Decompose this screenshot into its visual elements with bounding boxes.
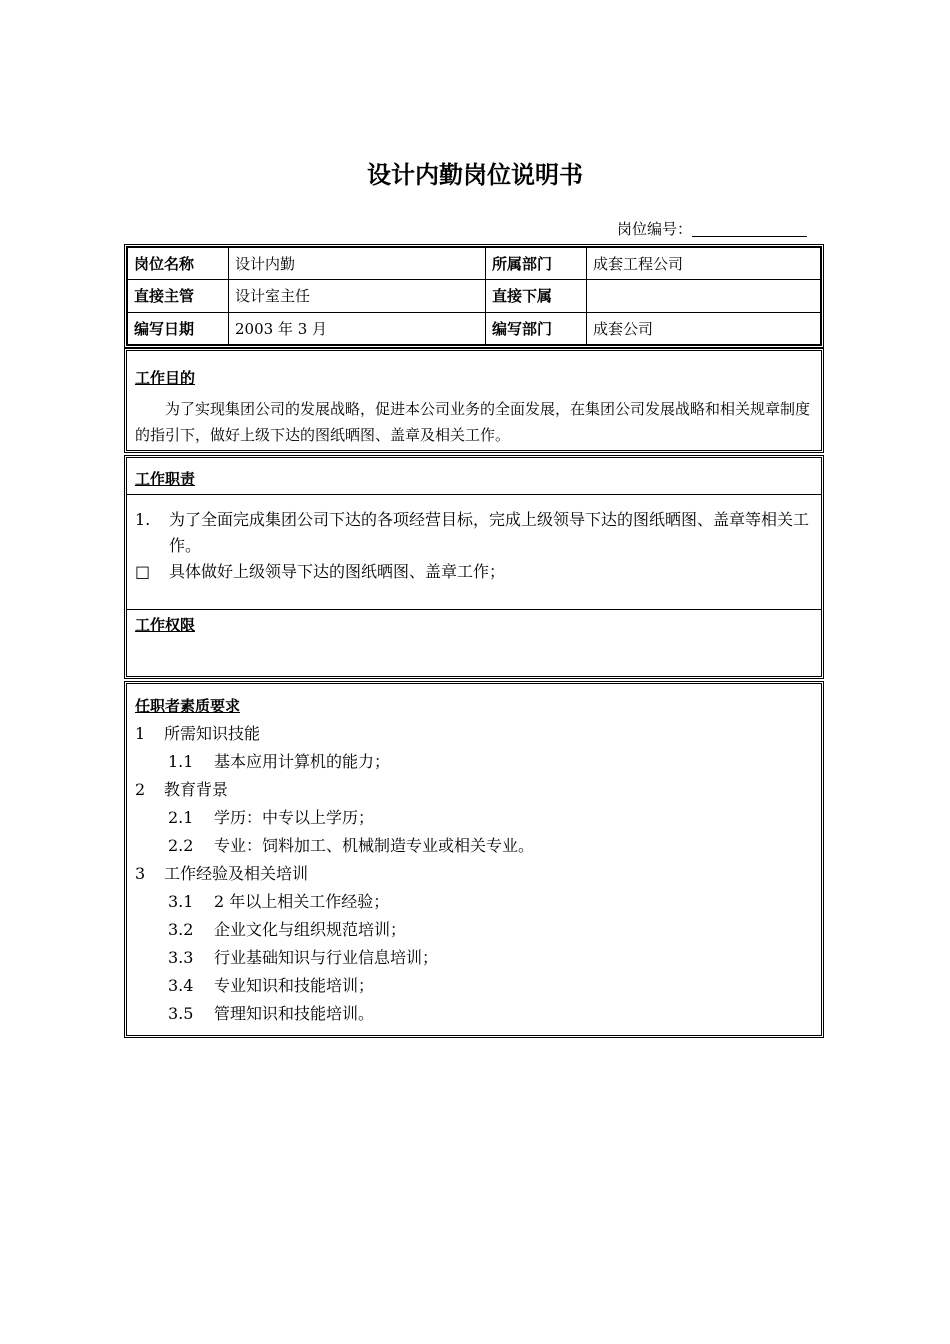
list-item — [135, 776, 813, 804]
list-item — [135, 507, 813, 559]
purpose-text: 为了实现集团公司的发展战略，促进本公司业务的全面发展，在集团公司发展战略和相关规章制度的指引下，做好上级下达的图纸晒图、盖章及相关工作。 — [135, 400, 811, 444]
list-item — [135, 860, 813, 888]
list-item — [135, 832, 813, 860]
requirements-section — [124, 681, 824, 1038]
list-item — [135, 748, 813, 776]
item-number: 2.1 — [168, 808, 194, 827]
bullet-icon: □ — [135, 562, 151, 581]
group-number: 2 — [135, 780, 146, 799]
item-number: 3.1 — [168, 892, 194, 911]
item-number: 3.3 — [168, 948, 194, 967]
duty-text: 为了全面完成集团公司下达的各项经营目标，完成上级领导下达的图纸晒图、盖章等相关工作。 — [169, 510, 810, 555]
item-text: 专业知识和技能培训； — [214, 976, 375, 995]
group-number: 1 — [135, 724, 146, 743]
group-number: 3 — [135, 864, 146, 883]
purpose-title: 工作目的 — [135, 369, 196, 387]
item-text: 基本应用计算机的能力； — [214, 752, 391, 771]
label-cell: 编写部门 — [486, 312, 587, 344]
position-code-blank — [692, 221, 807, 237]
list-item — [135, 888, 813, 916]
list-item — [135, 972, 813, 1000]
item-number: 3.5 — [168, 1004, 194, 1023]
item-text: 企业文化与组织规范培训； — [214, 920, 407, 939]
requirements-title: 任职者素质要求 — [135, 697, 241, 715]
authority-section — [127, 610, 821, 635]
position-code-label: 岗位编号： — [616, 220, 692, 238]
table-row — [128, 280, 821, 312]
label-cell: 编写日期 — [128, 312, 229, 344]
list-item — [135, 720, 813, 748]
item-text: 行业基础知识与行业信息培训； — [214, 948, 439, 967]
duties-title: 工作职责 — [135, 470, 196, 488]
label-cell: 直接下属 — [486, 280, 587, 312]
value-cell: 成套工程公司 — [587, 248, 821, 280]
item-text: 2 年以上相关工作经验； — [214, 892, 390, 911]
table-row — [128, 312, 821, 344]
label-cell: 所属部门 — [486, 248, 587, 280]
duties-section — [124, 455, 824, 679]
item-number: 1.1 — [168, 752, 194, 771]
info-table — [127, 247, 821, 345]
list-item — [135, 916, 813, 944]
duty-number: 1. — [135, 510, 151, 529]
label-cell: 直接主管 — [128, 280, 229, 312]
item-number: 3.4 — [168, 976, 194, 995]
value-cell: 设计室主任 — [229, 280, 486, 312]
group-label: 所需知识技能 — [164, 724, 261, 743]
group-label: 教育背景 — [164, 780, 229, 799]
item-number: 3.2 — [168, 920, 194, 939]
value-cell: 设计内勤 — [229, 248, 486, 280]
position-code — [617, 218, 807, 239]
item-text: 学历：中专以上学历； — [214, 808, 375, 827]
item-number: 2.2 — [168, 836, 194, 855]
group-label: 工作经验及相关培训 — [164, 864, 309, 883]
item-text: 专业：饲料加工、机械制造专业或相关专业。 — [214, 836, 535, 855]
label-cell: 岗位名称 — [128, 248, 229, 280]
value-cell: 2003 年 3 月 — [229, 312, 486, 344]
table-row — [128, 248, 821, 280]
duty-text: 具体做好上级领导下达的图纸晒图、盖章工作； — [169, 562, 506, 581]
list-item — [135, 804, 813, 832]
authority-title: 工作权限 — [135, 616, 196, 634]
item-text: 管理知识和技能培训。 — [214, 1004, 375, 1023]
duties-list — [127, 495, 821, 610]
page-title: 设计内勤岗位说明书 — [367, 161, 583, 189]
info-table-frame — [124, 244, 824, 348]
list-item — [135, 1000, 813, 1028]
value-cell: 成套公司 — [587, 312, 821, 344]
value-cell — [587, 280, 821, 312]
list-item — [135, 559, 813, 585]
list-item — [135, 944, 813, 972]
purpose-section — [124, 348, 824, 453]
